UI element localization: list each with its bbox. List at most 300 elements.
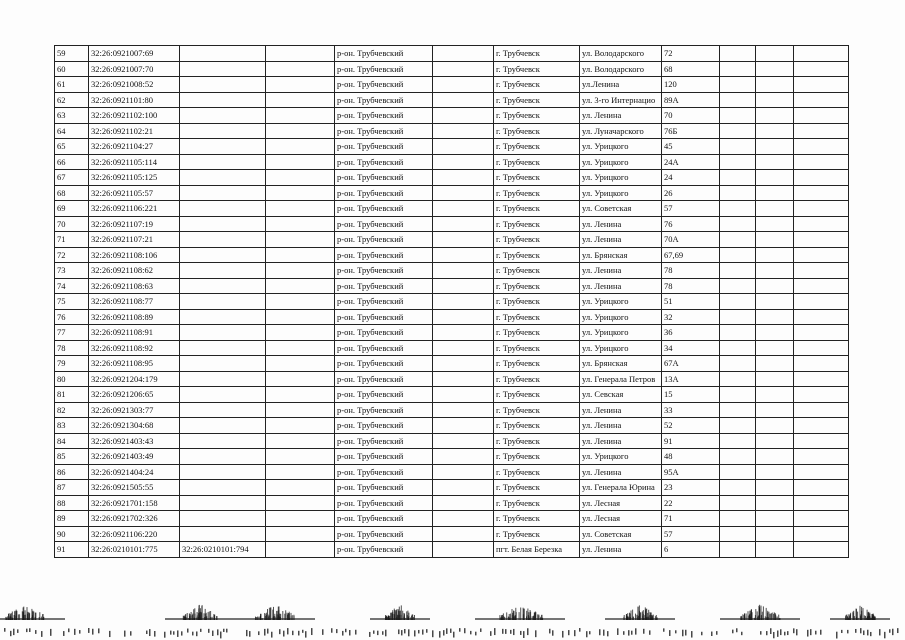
scan-noise-mark [173,631,175,634]
table-row [55,201,849,217]
scan-noise-mark [278,607,279,620]
district-cell: р-он. Трубчевский [335,154,433,170]
locality-cell: г. Трубчевск [494,495,580,511]
house-number-cell: 36 [662,325,720,341]
cadastral-number-cell: 32:26:0921404:24 [89,464,180,480]
blank-cell-cell [756,309,794,325]
locality-cell: г. Трубчевск [494,123,580,139]
row-number-cell: 73 [55,263,89,279]
district-cell: р-он. Трубчевский [335,433,433,449]
scan-noise-mark [4,628,6,632]
district-cell: р-он. Трубчевский [335,542,433,558]
district-cell: р-он. Трубчевский [335,294,433,310]
locality-cell: г. Трубчевск [494,232,580,248]
blank-cell-cell [720,480,756,496]
scan-noise-mark [68,628,70,632]
scan-noise-mark [223,629,225,632]
street-cell: ул. Урицкого [580,185,662,201]
street-cell: ул. Ленина [580,216,662,232]
blank-cell-cell [720,139,756,155]
street-cell: ул. Володарского [580,46,662,62]
blank-cell-cell [266,449,335,465]
table-row [55,185,849,201]
blank-cell-cell [266,247,335,263]
cadastral-number-cell: 32:26:0210101:775 [89,542,180,558]
blank-cell-cell [720,185,756,201]
cadastral-number-cell: 32:26:0921107:19 [89,216,180,232]
blank-cell-cell [266,108,335,124]
street-cell: ул. Урицкого [580,309,662,325]
cadastral-number-cell: 32:26:0921701:158 [89,495,180,511]
previous-number-cell [180,201,266,217]
blank-cell-cell [756,61,794,77]
blank-cell-cell [756,542,794,558]
house-number-cell: 89А [662,92,720,108]
scan-noise-mark [450,629,452,633]
scan-noise-mark [187,629,189,633]
scan-noise-mark [246,630,248,636]
scan-noise-mark [470,631,472,634]
scan-noise-mark [780,629,782,635]
blank-cell-cell [720,511,756,527]
land-plot-register-table [54,45,849,558]
previous-number-cell [180,216,266,232]
scan-noise-mark [770,628,772,634]
previous-number-cell [180,232,266,248]
blank-cell-cell [433,325,494,341]
district-cell: р-он. Трубчевский [335,108,433,124]
previous-number-cell [180,185,266,201]
blank-cell-cell [794,170,849,186]
previous-number-cell [180,402,266,418]
scan-noise-mark [0,618,65,620]
blank-cell-cell [794,92,849,108]
scan-noise-mark [603,630,605,636]
scan-noise-mark [17,629,19,633]
street-cell: ул. Лесная [580,511,662,527]
blank-cell-cell [720,418,756,434]
blank-cell-cell [433,433,494,449]
blank-cell-cell [756,263,794,279]
blank-cell-cell [433,495,494,511]
blank-cell-cell [794,309,849,325]
blank-cell-cell [720,356,756,372]
previous-number-cell [180,108,266,124]
house-number-cell: 34 [662,340,720,356]
scan-noise-mark [124,631,126,637]
house-number-cell: 52 [662,418,720,434]
scan-noise-mark [691,631,693,637]
blank-cell-cell [433,185,494,201]
cadastral-number-cell: 32:26:0921106:221 [89,201,180,217]
blank-cell-cell [756,77,794,93]
blank-cell-cell [720,154,756,170]
table-row [55,278,849,294]
scan-noise-mark [599,629,601,635]
blank-cell-cell [720,108,756,124]
blank-cell-cell [756,247,794,263]
scan-noise-mark [355,630,357,635]
blank-cell-cell [794,464,849,480]
row-number-cell: 62 [55,92,89,108]
table-row [55,263,849,279]
locality-cell: г. Трубчевск [494,371,580,387]
blank-cell-cell [433,278,494,294]
blank-cell-cell [794,201,849,217]
district-cell: р-он. Трубчевский [335,232,433,248]
scan-noise-mark [302,630,304,633]
previous-number-cell [180,371,266,387]
scan-noise-mark [370,618,430,620]
scan-noise-mark [884,632,886,638]
blank-cell-cell [433,294,494,310]
street-cell: ул.Ленина [580,77,662,93]
scan-noise-mark [258,631,260,635]
cadastral-number-cell: 32:26:0921304:68 [89,418,180,434]
table-row [55,371,849,387]
blank-cell-cell [720,77,756,93]
blank-cell-cell [266,433,335,449]
blank-cell-cell [266,325,335,341]
scan-noise-mark [860,628,862,633]
blank-cell-cell [433,480,494,496]
blank-cell-cell [756,449,794,465]
table-row [55,139,849,155]
blank-cell-cell [720,526,756,542]
district-cell: р-он. Трубчевский [335,480,433,496]
scan-noise-mark [815,631,817,635]
blank-cell-cell [720,92,756,108]
scan-noise-mark [13,629,15,635]
scan-noise-mark [870,632,872,636]
blank-cell-cell [266,418,335,434]
street-cell: ул. Урицкого [580,154,662,170]
cadastral-number-cell: 32:26:0921204:179 [89,371,180,387]
scan-noise-mark [552,630,554,635]
cadastral-number-cell: 32:26:0921102:21 [89,123,180,139]
scan-noise-mark [200,629,202,632]
previous-number-cell [180,511,266,527]
scan-noise-mark [863,630,865,635]
house-number-cell: 78 [662,263,720,279]
street-cell: ул. Генерала Юрина [580,480,662,496]
row-number-cell: 83 [55,418,89,434]
row-number-cell: 66 [55,154,89,170]
table-row [55,309,849,325]
district-cell: р-он. Трубчевский [335,418,433,434]
blank-cell-cell [720,123,756,139]
scan-noise-mark [422,629,424,634]
scan-noise-mark [675,630,677,633]
blank-cell-cell [794,154,849,170]
scan-noise-mark [298,631,300,636]
scan-noise-mark [586,631,588,637]
row-number-cell: 91 [55,542,89,558]
scan-noise-mark [574,630,576,636]
blank-cell-cell [794,402,849,418]
locality-cell: г. Трубчевск [494,449,580,465]
house-number-cell: 78 [662,278,720,294]
previous-number-cell [180,247,266,263]
district-cell: р-он. Трубчевский [335,371,433,387]
row-number-cell: 64 [55,123,89,139]
cadastral-number-cell: 32:26:0921108:95 [89,356,180,372]
house-number-cell: 68 [662,61,720,77]
street-cell: ул. Урицкого [580,139,662,155]
street-cell: ул. Генерала Петров [580,371,662,387]
street-cell: ул. Ленина [580,278,662,294]
previous-number-cell [180,46,266,62]
blank-cell-cell [794,387,849,403]
scan-noise-mark [867,630,869,636]
district-cell: р-он. Трубчевский [335,449,433,465]
street-cell: ул. Урицкого [580,170,662,186]
locality-cell: г. Трубчевск [494,433,580,449]
row-number-cell: 68 [55,185,89,201]
scan-noise-mark [401,630,403,635]
blank-cell-cell [720,294,756,310]
locality-cell: г. Трубчевск [494,263,580,279]
previous-number-cell [180,480,266,496]
blank-cell-cell [433,232,494,248]
house-number-cell: 67,69 [662,247,720,263]
blank-cell-cell [433,123,494,139]
house-number-cell: 91 [662,433,720,449]
scan-noise-mark [345,629,347,632]
scan-noise-mark [897,628,899,633]
house-number-cell: 70 [662,108,720,124]
blank-cell-cell [266,185,335,201]
scan-noise-mark [889,629,891,633]
cadastral-number-cell: 32:26:0921108:77 [89,294,180,310]
street-cell: ул. Ленина [580,433,662,449]
previous-number-cell [180,154,266,170]
locality-cell: пгт. Белая Березка [494,542,580,558]
locality-cell: г. Трубчевск [494,201,580,217]
district-cell: р-он. Трубчевский [335,495,433,511]
blank-cell-cell [433,464,494,480]
scan-noise-mark [490,631,492,636]
blank-cell-cell [756,139,794,155]
scan-noise-mark [146,631,148,634]
scan-noise-mark [29,628,31,632]
house-number-cell: 48 [662,449,720,465]
scan-noise-mark [292,631,294,635]
blank-cell-cell [720,495,756,511]
table-row [55,325,849,341]
house-number-cell: 32 [662,309,720,325]
blank-cell-cell [720,232,756,248]
scan-noise-mark [336,629,338,633]
blank-cell-cell [720,201,756,217]
blank-cell-cell [794,433,849,449]
scan-noise-mark [349,630,351,635]
previous-number-cell [180,387,266,403]
scan-noise-mark [631,631,633,635]
blank-cell-cell [720,61,756,77]
house-number-cell: 57 [662,201,720,217]
table-row [55,232,849,248]
scan-noise-mark [279,629,281,634]
street-cell: ул. 3-го Интернацио [580,92,662,108]
blank-cell-cell [794,480,849,496]
row-number-cell: 70 [55,216,89,232]
table-row [55,247,849,263]
cadastral-number-cell: 32:26:0921107:21 [89,232,180,248]
district-cell: р-он. Трубчевский [335,139,433,155]
table-row [55,464,849,480]
scan-noise-mark [74,629,76,635]
blank-cell-cell [794,356,849,372]
scan-noise-mark [741,632,743,635]
blank-cell-cell [794,294,849,310]
row-number-cell: 72 [55,247,89,263]
scan-noise-mark [760,631,762,635]
blank-cell-cell [433,139,494,155]
district-cell: р-он. Трубчевский [335,61,433,77]
table-row [55,170,849,186]
house-number-cell: 33 [662,402,720,418]
table-row [55,449,849,465]
row-number-cell: 81 [55,387,89,403]
house-number-cell: 26 [662,185,720,201]
scan-noise-mark [879,629,881,635]
blank-cell-cell [756,92,794,108]
scan-noise-mark [669,630,671,636]
blank-cell-cell [266,123,335,139]
scan-noise-band [0,598,905,640]
scan-noise-mark [732,630,734,634]
blank-cell-cell [433,340,494,356]
scan-noise-mark [154,631,156,637]
cadastral-number-cell: 32:26:0921008:52 [89,77,180,93]
cadastral-number-cell: 32:26:0921505:55 [89,480,180,496]
scan-noise-mark [283,631,285,637]
blank-cell-cell [756,325,794,341]
scan-noise-mark [605,618,675,620]
scan-noise-mark [98,628,100,633]
blank-cell-cell [266,61,335,77]
scan-noise-mark [892,629,894,635]
blank-cell-cell [794,526,849,542]
scan-noise-mark [682,630,684,637]
previous-number-cell [180,340,266,356]
district-cell: р-он. Трубчевский [335,77,433,93]
locality-cell: г. Трубчевск [494,46,580,62]
scan-noise-mark [41,631,43,637]
blank-cell-cell [266,154,335,170]
scan-noise-mark [220,632,222,639]
scan-noise-mark [398,629,400,634]
blank-cell-cell [756,46,794,62]
district-cell: р-он. Трубчевский [335,464,433,480]
scan-noise-mark [711,632,713,636]
locality-cell: г. Трубчевск [494,61,580,77]
scan-noise-mark [777,630,779,636]
blank-cell-cell [794,247,849,263]
district-cell: р-он. Трубчевский [335,356,433,372]
table-row [55,495,849,511]
house-number-cell: 22 [662,495,720,511]
scan-noise-mark [796,629,798,635]
blank-cell-cell [266,340,335,356]
scan-noise-mark [404,629,406,633]
scan-noise-mark [382,631,384,635]
table-row [55,418,849,434]
previous-number-cell [180,123,266,139]
cadastral-number-cell: 32:26:0921108:63 [89,278,180,294]
house-number-cell: 24А [662,154,720,170]
blank-cell-cell [720,387,756,403]
house-number-cell: 57 [662,526,720,542]
blank-cell-cell [266,278,335,294]
blank-cell-cell [266,480,335,496]
blank-cell-cell [433,542,494,558]
blank-cell-cell [794,418,849,434]
blank-cell-cell [433,77,494,93]
previous-number-cell [180,356,266,372]
street-cell: ул. Ленина [580,418,662,434]
blank-cell-cell [433,418,494,434]
scan-noise-mark [635,628,637,634]
previous-number-cell [180,418,266,434]
row-number-cell: 89 [55,511,89,527]
blank-cell-cell [720,278,756,294]
blank-cell-cell [756,154,794,170]
blank-cell-cell [266,232,335,248]
scan-noise-mark [426,629,428,633]
street-cell: ул. Ленина [580,542,662,558]
blank-cell-cell [433,402,494,418]
blank-cell-cell [266,216,335,232]
district-cell: р-он. Трубчевский [335,46,433,62]
table-row [55,154,849,170]
scan-noise-mark [377,631,379,635]
blank-cell-cell [433,449,494,465]
scan-noise-mark [784,632,786,636]
locality-cell: г. Трубчевск [494,216,580,232]
blank-cell-cell [266,387,335,403]
blank-cell-cell [756,232,794,248]
scan-noise-mark [579,628,581,632]
blank-cell-cell [794,216,849,232]
scan-noise-mark [513,629,515,635]
street-cell: ул. Урицкого [580,294,662,310]
blank-cell-cell [433,216,494,232]
house-number-cell: 67А [662,356,720,372]
scan-noise-mark [716,631,718,635]
district-cell: р-он. Трубчевский [335,247,433,263]
scan-noise-mark [475,618,565,620]
blank-cell-cell [433,309,494,325]
cadastral-number-cell: 32:26:0921108:106 [89,247,180,263]
street-cell: ул. Ленина [580,263,662,279]
scan-noise-mark [494,628,496,635]
locality-cell: г. Трубчевск [494,108,580,124]
previous-number-cell [180,294,266,310]
scan-noise-mark [177,630,179,636]
scan-noise-mark [663,628,665,631]
cadastral-number-cell: 32:26:0921106:220 [89,526,180,542]
table-row [55,526,849,542]
scan-noise-mark [787,631,789,635]
row-number-cell: 76 [55,309,89,325]
street-cell: ул. Ленина [580,108,662,124]
scan-noise-mark [50,629,52,636]
blank-cell-cell [720,325,756,341]
blank-cell-cell [266,294,335,310]
blank-cell-cell [794,511,849,527]
